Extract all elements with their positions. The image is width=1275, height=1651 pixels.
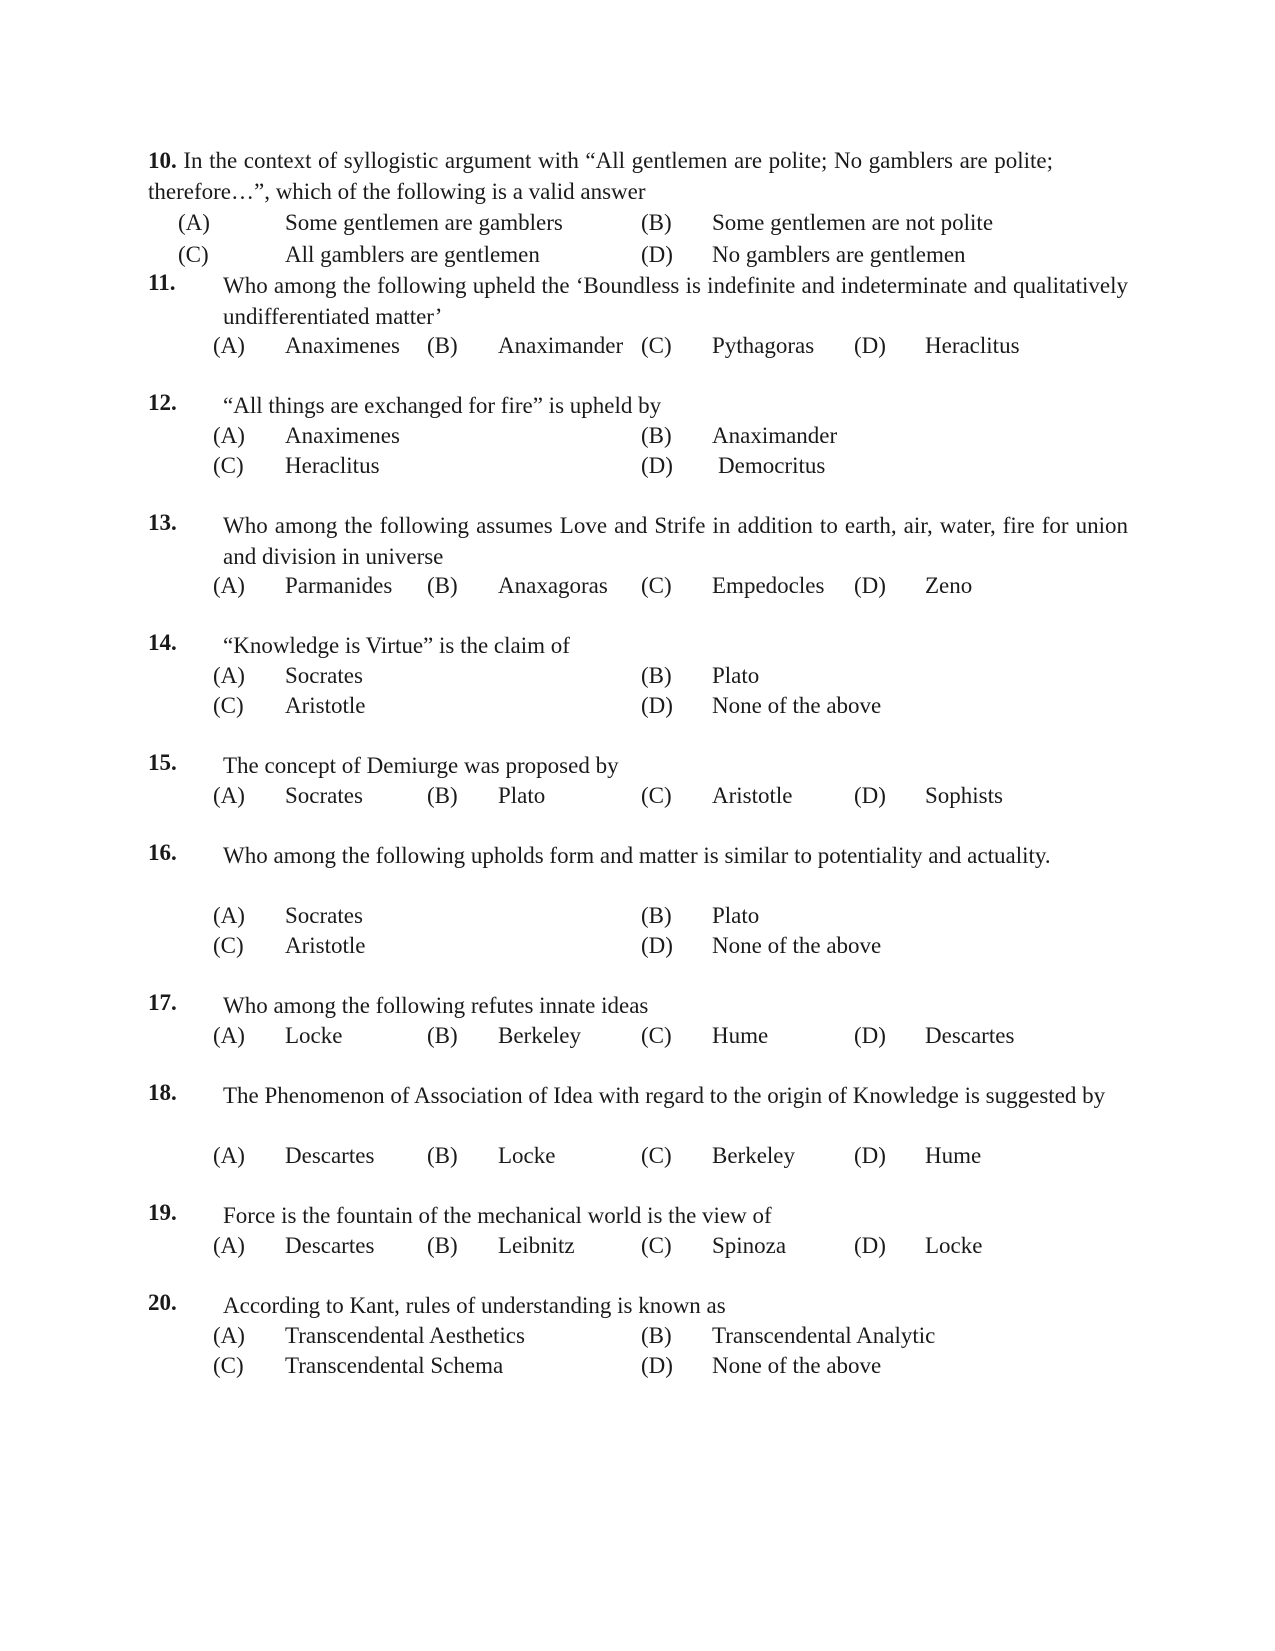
question-number: 11. [148, 270, 176, 295]
question-text: Who among the following upheld the ‘Boundless is indefinite and indeterminate and qualitatively undifferentiated matter’ [223, 273, 1128, 329]
question-number: 19. [148, 1200, 177, 1225]
option-label-b: (B) [427, 1143, 458, 1168]
question-number: 12. [148, 390, 177, 415]
option-text-a: Descartes [285, 1233, 375, 1258]
option-label-c: (C) [641, 333, 672, 358]
option-text-b: Anaxagoras [498, 573, 608, 598]
option-label-b: (B) [641, 1323, 672, 1348]
option-text-a: Anaximenes [285, 423, 400, 448]
question-text: The Phenomenon of Association of Idea with regard to the origin of Knowledge is suggested by [223, 1083, 1106, 1108]
option-text-d: Democritus [718, 453, 826, 478]
option-label-d: (D) [854, 333, 886, 358]
question-text: “All things are exchanged for fire” is upheld by [223, 393, 662, 418]
option-text-d: Locke [925, 1233, 983, 1258]
option-text-a: Socrates [285, 783, 363, 808]
option-text-c: Transcendental Schema [285, 1353, 504, 1378]
option-label-c: (C) [641, 1233, 672, 1258]
option-text-a: Transcendental Aesthetics [285, 1323, 525, 1348]
option-label-d: (D) [854, 1143, 886, 1168]
option-text-d: Sophists [925, 783, 1003, 808]
question-number: 10. [148, 148, 177, 173]
option-label-b: (B) [427, 1023, 458, 1048]
option-text-c: Pythagoras [712, 333, 815, 358]
option-text-c: Aristotle [285, 933, 366, 958]
option-label-d: (D) [641, 453, 673, 478]
option-label-c: (C) [213, 693, 244, 718]
option-label-b: (B) [641, 903, 672, 928]
option-label-a: (A) [213, 1023, 245, 1048]
option-text-c: Empedocles [712, 573, 825, 598]
option-label-a: (A) [213, 423, 245, 448]
option-text-b: Plato [712, 663, 760, 688]
option-text-d: Descartes [925, 1023, 1015, 1048]
option-label-b: (B) [427, 783, 458, 808]
question-text: The concept of Demiurge was proposed by [223, 753, 619, 778]
option-text-b: Anaximander [498, 333, 624, 358]
option-label-a: (A) [213, 663, 245, 688]
option-text-a: Parmanides [285, 573, 393, 598]
option-label-a: (A) [213, 1323, 245, 1348]
option-text-a: Socrates [285, 663, 363, 688]
option-label-d: (D) [641, 693, 673, 718]
option-label-d: (D) [854, 783, 886, 808]
option-label-b: (B) [641, 663, 672, 688]
option-label-a: (A) [213, 783, 245, 808]
option-text-a: Some gentlemen are gamblers [285, 210, 563, 235]
option-text-b: Plato [498, 783, 546, 808]
question-number: 18. [148, 1080, 177, 1105]
option-text-b: Anaximander [712, 423, 838, 448]
option-label-b: (B) [427, 333, 458, 358]
option-label-b: (B) [641, 210, 672, 235]
question-number: 13. [148, 510, 177, 535]
question-stem: In the context of syllogistic argument with “All gentlemen are polite; No gamblers are polite; therefore…”, which of the following is a valid answer [148, 148, 1054, 204]
question-number: 20. [148, 1290, 177, 1315]
question-number: 16. [148, 840, 177, 865]
option-label-a: (A) [213, 573, 245, 598]
option-text-c: Aristotle [712, 783, 793, 808]
option-label-a: (A) [213, 903, 245, 928]
question-text [148, 145, 1053, 207]
option-text-c: Aristotle [285, 693, 366, 718]
question-text: “Knowledge is Virtue” is the claim of [223, 633, 570, 658]
option-label-b: (B) [641, 423, 672, 448]
option-label-d: (D) [854, 1233, 886, 1258]
option-label-c: (C) [213, 933, 244, 958]
question-text: According to Kant, rules of understanding is known as [223, 1293, 726, 1318]
option-text-d: None of the above [712, 693, 882, 718]
option-text-d: Heraclitus [925, 333, 1020, 358]
option-text-c: Berkeley [712, 1143, 796, 1168]
option-label-d: (D) [854, 1023, 886, 1048]
question-text: Force is the fountain of the mechanical world is the view of [223, 1203, 772, 1228]
option-text-c: All gamblers are gentlemen [285, 242, 540, 267]
option-text-b: Berkeley [498, 1023, 582, 1048]
option-label-a: (A) [178, 210, 210, 235]
option-text-b: Locke [498, 1143, 556, 1168]
option-text-d: None of the above [712, 933, 882, 958]
option-label-d: (D) [641, 1353, 673, 1378]
option-text-b: Leibnitz [498, 1233, 575, 1258]
option-label-b: (B) [427, 573, 458, 598]
option-label-a: (A) [213, 333, 245, 358]
question-text: Who among the following refutes innate ideas [223, 993, 649, 1018]
option-text-c: Hume [712, 1023, 769, 1048]
option-label-d: (D) [854, 573, 886, 598]
option-label-b: (B) [427, 1233, 458, 1258]
question-text: Who among the following assumes Love and Strife in addition to earth, air, water, fire for union and division in universe [223, 513, 1128, 569]
option-text-c: Heraclitus [285, 453, 380, 478]
question-number: 14. [148, 630, 177, 655]
option-text-b: Some gentlemen are not polite [712, 210, 994, 235]
option-label-d: (D) [641, 242, 673, 267]
option-label-c: (C) [178, 242, 209, 267]
question-number: 15. [148, 750, 177, 775]
option-label-c: (C) [641, 1023, 672, 1048]
option-text-b: Plato [712, 903, 760, 928]
option-label-c: (C) [641, 783, 672, 808]
option-text-a: Locke [285, 1023, 343, 1048]
option-text-d: Zeno [925, 573, 973, 598]
option-text-d: Hume [925, 1143, 982, 1168]
option-label-d: (D) [641, 933, 673, 958]
option-label-c: (C) [213, 1353, 244, 1378]
question-text: Who among the following upholds form and matter is similar to potentiality and actuality. [223, 843, 1051, 868]
option-text-d: No gamblers are gentlemen [712, 242, 966, 267]
option-text-a: Anaximenes [285, 333, 400, 358]
option-text-d: None of the above [712, 1353, 882, 1378]
option-label-c: (C) [213, 453, 244, 478]
option-label-c: (C) [641, 1143, 672, 1168]
option-text-a: Socrates [285, 903, 363, 928]
option-label-c: (C) [641, 573, 672, 598]
question-number: 17. [148, 990, 177, 1015]
option-text-a: Descartes [285, 1143, 375, 1168]
option-text-c: Spinoza [712, 1233, 787, 1258]
option-label-a: (A) [213, 1143, 245, 1168]
option-label-a: (A) [213, 1233, 245, 1258]
option-text-b: Transcendental Analytic [712, 1323, 936, 1348]
